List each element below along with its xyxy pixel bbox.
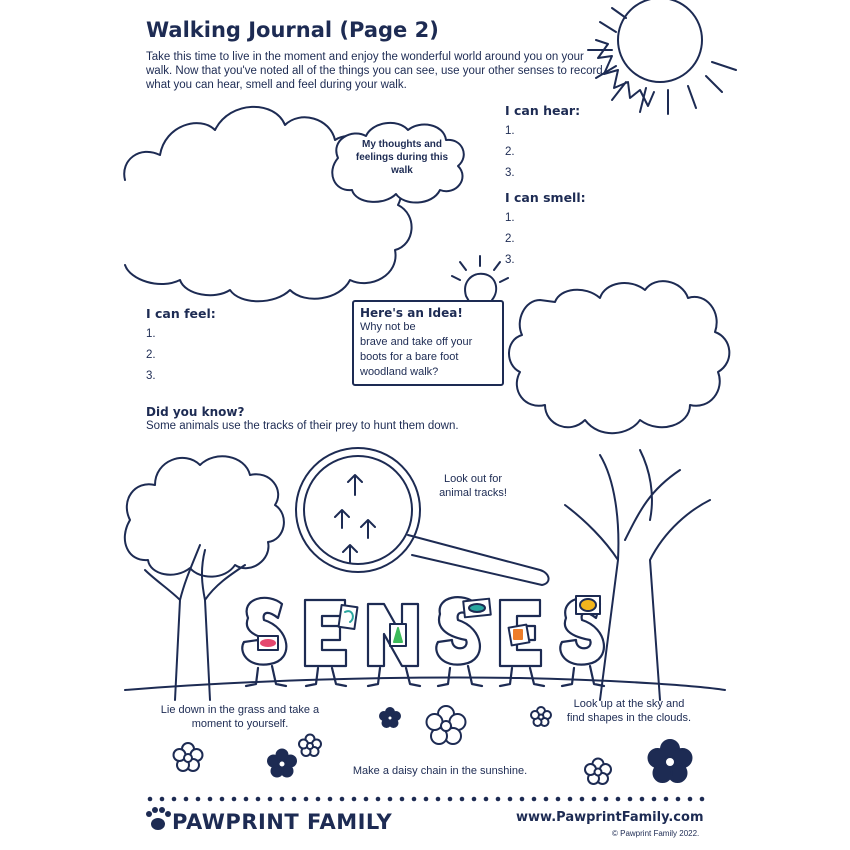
paw-print-icon xyxy=(146,807,171,830)
hear-item: 3. xyxy=(505,167,515,179)
intro-text: Take this time to live in the moment and enjoy the wonderful world around you on your walk. Now that you've noted all of the things you can see, use your other senses to record what you can hear, smell and feel during your walk. xyxy=(146,51,603,91)
smell-section xyxy=(505,190,586,271)
did-you-know-heading: Did you know? xyxy=(146,405,245,419)
mouth-icon xyxy=(261,640,275,646)
smell-heading: I can smell: xyxy=(505,190,586,205)
idea-line: Why not be xyxy=(360,321,416,333)
idea-line: brave and take off your xyxy=(360,336,473,348)
hear-item: 1. xyxy=(505,125,515,137)
dotted-divider xyxy=(148,797,705,802)
smell-item: 2. xyxy=(505,233,515,245)
activity-sky: Look up at the sky and find shapes in the clouds. xyxy=(566,698,692,724)
smell-item: 3. xyxy=(505,254,515,266)
hear-section xyxy=(505,103,580,184)
brand-logo: PAWPRINT FAMILY xyxy=(172,810,393,834)
idea-title: Here's an Idea! xyxy=(360,306,463,320)
copyright-text: © Pawprint Family 2022. xyxy=(612,829,700,838)
ground-line xyxy=(125,678,725,691)
idea-line: woodland walk? xyxy=(360,366,439,378)
feel-heading: I can feel: xyxy=(146,306,216,321)
brain-icon xyxy=(580,599,596,611)
feel-section xyxy=(146,306,216,387)
smell-item: 1. xyxy=(505,212,515,224)
cloud-label: My thoughts and feelings during this walk xyxy=(355,139,449,176)
page-title: Walking Journal (Page 2) xyxy=(146,18,439,42)
hand-icon xyxy=(514,630,522,639)
feel-item: 3. xyxy=(146,370,156,382)
big-tree xyxy=(509,281,729,700)
idea-box xyxy=(352,300,504,386)
magnifying-glass-icon xyxy=(296,448,549,585)
idea-line: boots for a bare foot xyxy=(360,351,459,363)
hear-item: 2. xyxy=(505,146,515,158)
feel-item: 2. xyxy=(146,349,156,361)
sun-icon xyxy=(588,0,736,114)
website-link[interactable]: www.PawprintFamily.com xyxy=(516,810,704,825)
hear-heading: I can hear: xyxy=(505,103,581,118)
senses-characters xyxy=(242,597,604,686)
tracks-label: Look out for animal tracks! xyxy=(439,473,507,499)
feel-item: 1. xyxy=(146,328,156,340)
did-you-know-section xyxy=(146,405,459,433)
activity-daisy: Make a daisy chain in the sunshine. xyxy=(352,765,528,777)
eye-icon xyxy=(469,604,485,612)
activity-grass: Lie down in the grass and take a moment to yourself. xyxy=(160,704,320,730)
did-you-know-text: Some animals use the tracks of their prey to hunt them down. xyxy=(146,420,459,432)
